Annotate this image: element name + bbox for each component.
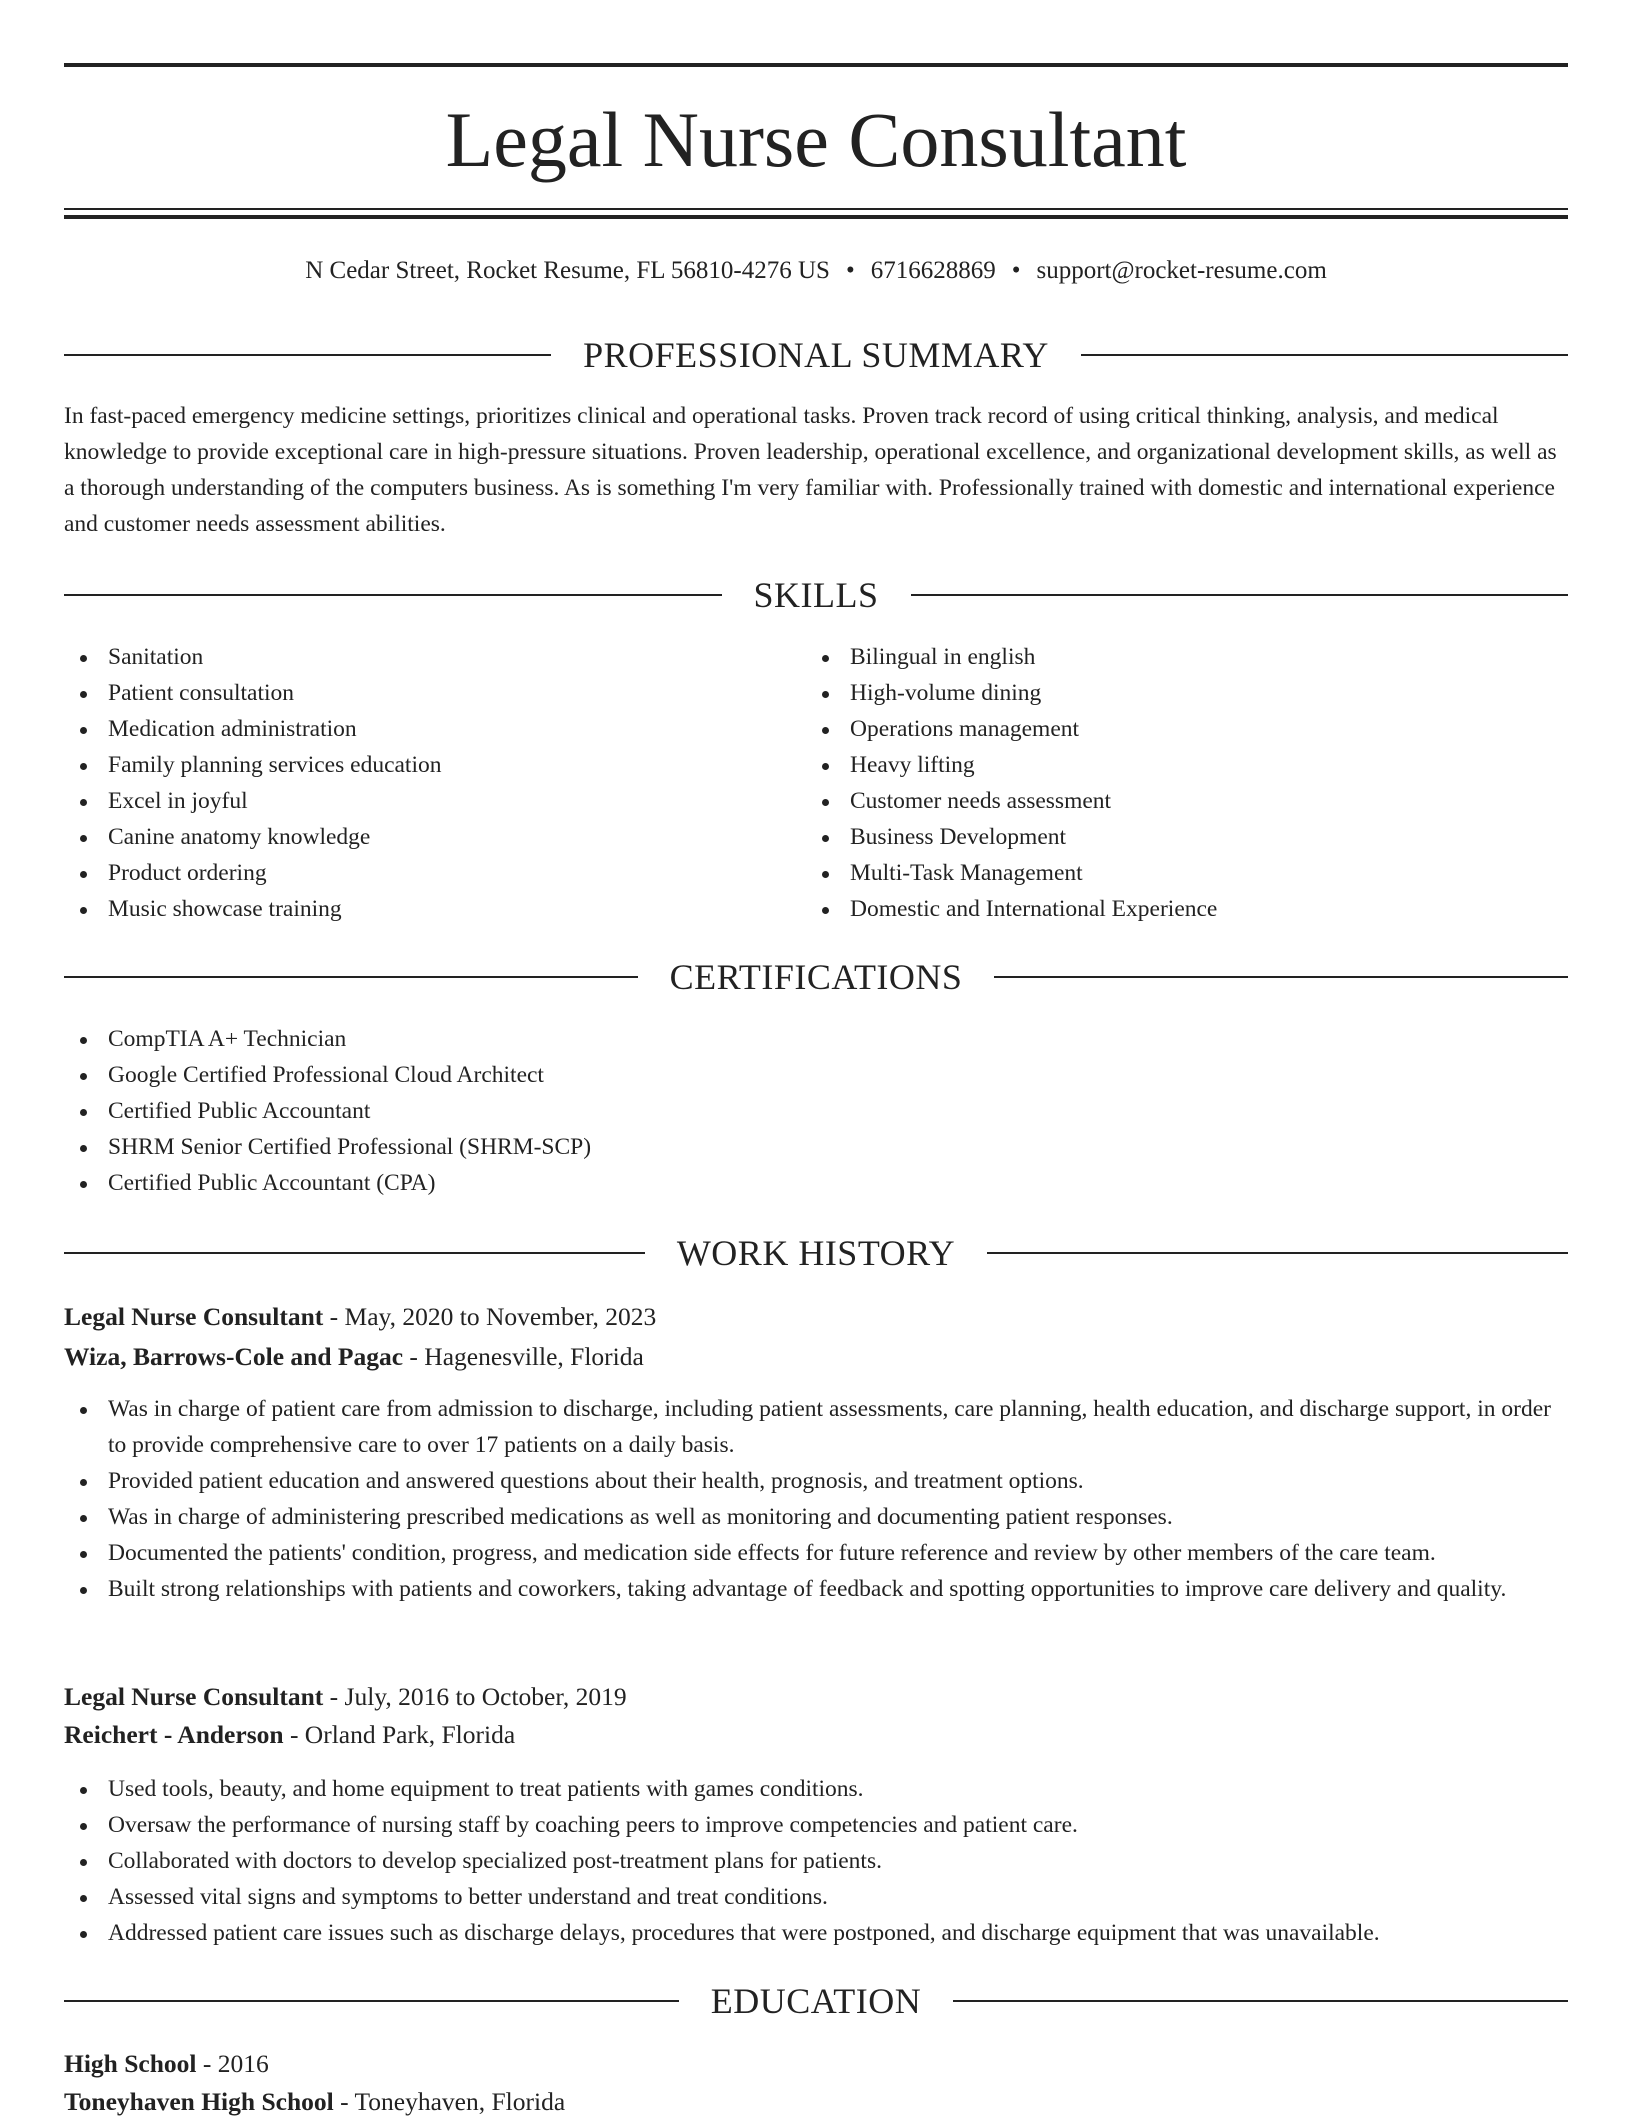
skill-item: Customer needs assessment — [806, 783, 1566, 819]
header-double-rule — [64, 208, 1568, 219]
job-duty: Addressed patient care issues such as discharge delays, procedures that were postponed, and discharge equipment that was unavailable. — [64, 1915, 1568, 1951]
heading-rule — [64, 354, 551, 356]
skill-item: Business Development — [806, 819, 1566, 855]
job-duty: Assessed vital signs and symptoms to better understand and treat conditions. — [64, 1879, 1568, 1915]
skill-item: Product ordering — [64, 855, 804, 891]
job-title: Legal Nurse Consultant — [64, 1682, 324, 1711]
education-year: - 2016 — [196, 2049, 269, 2078]
skill-item: Medication administration — [64, 711, 804, 747]
contact-address: N Cedar Street, Rocket Resume, FL 56810-4276 US — [305, 257, 830, 284]
job-company: Wiza, Barrows-Cole and Pagac — [64, 1342, 404, 1371]
skill-item: Patient consultation — [64, 675, 804, 711]
heading-rule — [64, 2000, 679, 2002]
certification-item: Certified Public Accountant — [64, 1093, 1568, 1129]
contact-phone: 6716628869 — [870, 257, 996, 284]
section-title: WORK HISTORY — [676, 1233, 956, 1273]
job-dates: - July, 2016 to October, 2019 — [323, 1682, 627, 1711]
heading-rule — [64, 1252, 645, 1254]
heading-rule — [953, 2000, 1568, 2002]
education-school-line — [64, 2084, 1568, 2120]
job-duty: Provided patient education and answered questions about their health, prognosis, and treatment options. — [64, 1463, 1568, 1499]
skill-item: Excel in joyful — [64, 783, 804, 819]
heading-rule — [987, 1252, 1568, 1254]
education-location: - Toneyhaven, Florida — [333, 2087, 566, 2116]
job-duty: Documented the patients' condition, progress, and medication side effects for future reference and review by other members of the care team. — [64, 1535, 1568, 1571]
skill-item: Music showcase training — [64, 891, 804, 927]
certifications-list — [64, 1021, 1568, 1201]
job-title: Legal Nurse Consultant — [64, 1302, 324, 1331]
certification-item: Certified Public Accountant (CPA) — [64, 1165, 1568, 1201]
section-title: SKILLS — [753, 575, 879, 615]
job-duty: Was in charge of administering prescribed medications as well as monitoring and documenting patient responses. — [64, 1499, 1568, 1535]
skill-item: Multi-Task Management — [806, 855, 1566, 891]
skill-item: Heavy lifting — [806, 747, 1566, 783]
job-title-line — [64, 1679, 1568, 1715]
job-duty: Oversaw the performance of nursing staff by coaching peers to improve competencies and patient care. — [64, 1807, 1568, 1843]
heading-rule — [64, 976, 638, 978]
skill-item: Canine anatomy knowledge — [64, 819, 804, 855]
skills-list-right — [806, 639, 1566, 927]
skills-list-left — [64, 639, 804, 927]
skill-item: Family planning services education — [64, 747, 804, 783]
education-degree: High School — [64, 2049, 197, 2078]
job-dates: - May, 2020 to November, 2023 — [323, 1302, 657, 1331]
job-company: Reichert - Anderson — [64, 1720, 284, 1749]
job-title-line — [64, 1299, 1568, 1335]
job-location: - Orland Park, Florida — [283, 1720, 516, 1749]
section-heading-summary — [64, 333, 1568, 377]
heading-rule — [1081, 354, 1568, 356]
heading-rule — [911, 594, 1569, 596]
section-heading-education — [64, 1979, 1568, 2023]
job-company-line — [64, 1339, 1568, 1375]
resume-title: Legal Nurse Consultant — [445, 96, 1187, 183]
section-title: PROFESSIONAL SUMMARY — [583, 335, 1049, 375]
section-title: EDUCATION — [710, 1981, 922, 2021]
job-duty: Used tools, beauty, and home equipment to treat patients with games conditions. — [64, 1771, 1568, 1807]
contact-line — [64, 254, 1568, 288]
section-title: CERTIFICATIONS — [669, 957, 963, 997]
job-location: - Hagenesville, Florida — [403, 1342, 644, 1371]
certification-item: SHRM Senior Certified Professional (SHRM-SCP) — [64, 1129, 1568, 1165]
job-duty: Collaborated with doctors to develop specialized post-treatment plans for patients. — [64, 1843, 1568, 1879]
job-duty: Built strong relationships with patients and coworkers, taking advantage of feedback and spotting opportunities to improve care delivery and quality. — [64, 1571, 1568, 1607]
contact-separator: • — [845, 257, 855, 284]
section-heading-certifications — [64, 955, 1568, 999]
contact-email: support@rocket-resume.com — [1036, 257, 1327, 284]
heading-rule — [64, 594, 722, 596]
certification-item: CompTIA A+ Technician — [64, 1021, 1568, 1057]
header-top-rule — [64, 63, 1568, 67]
section-heading-work-history — [64, 1231, 1568, 1275]
summary-text: In fast-paced emergency medicine settings, prioritizes clinical and operational tasks. Proven track record of using critical thinking, analysis, and medical knowledge to provide exceptional care in high-pressure situations. Proven leadership, operational excellence, and organizational development skills, as well as a thorough understanding of the computers business. As is something I'm very familiar with. Professionally trained with domestic and international experience and customer needs assessment abilities. — [64, 403, 1557, 537]
job-duty: Was in charge of patient care from admission to discharge, including patient assessments, care planning, health education, and discharge support, in order to provide comprehensive care to over 17 patients on a daily basis. — [64, 1391, 1568, 1463]
section-heading-skills — [64, 573, 1568, 617]
contact-separator: • — [1011, 257, 1021, 284]
education-school: Toneyhaven High School — [64, 2087, 334, 2116]
job-duties-list — [64, 1391, 1568, 1607]
skill-item: Domestic and International Experience — [806, 891, 1566, 927]
skill-item: Sanitation — [64, 639, 804, 675]
certification-item: Google Certified Professional Cloud Architect — [64, 1057, 1568, 1093]
heading-rule — [994, 976, 1568, 978]
skill-item: High-volume dining — [806, 675, 1566, 711]
skill-item: Bilingual in english — [806, 639, 1566, 675]
skill-item: Operations management — [806, 711, 1566, 747]
job-duties-list — [64, 1771, 1568, 1951]
job-company-line — [64, 1717, 1568, 1753]
education-degree-line — [64, 2046, 1568, 2082]
